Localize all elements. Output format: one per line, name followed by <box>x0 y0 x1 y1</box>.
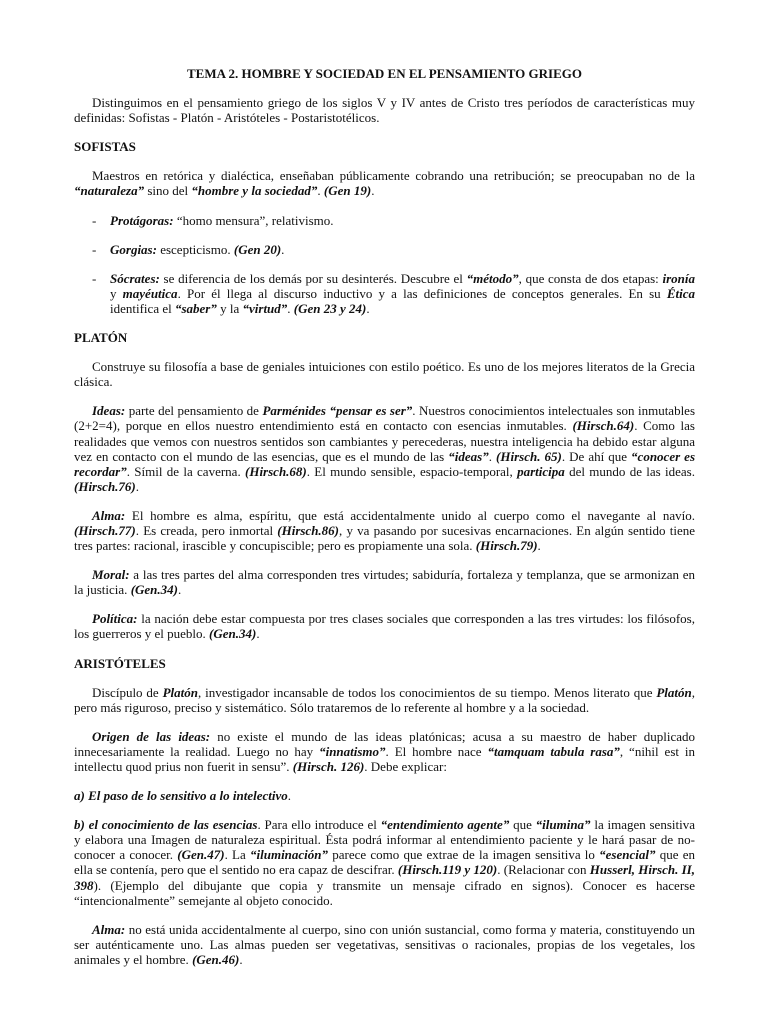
list-item-socrates: - Sócrates: se diferencia de los demás por su desinterés. Descubre el “método”, que consta de dos etapas: ironía y mayéutica. Por él llega al discurso inductivo y a las definiciones de conceptos generales. En su Ética identifica el “saber” y la “virtud”. (Gen 23 y 24). <box>74 271 695 316</box>
list-item-protagoras: - Protágoras: “homo mensura”, relativismo. <box>74 213 695 228</box>
platon-alma-paragraph: Alma: El hombre es alma, espíritu, que está accidentalmente unido al cuerpo como el navegante al navío. (Hirsch.77). Es creada, pero inmortal (Hirsch.86), y va pasando por sucesivas encarnaciones. En algún sentido tiene tres partes: racional, irascible y concupiscible; pero es propiamente una sola. (Hirsch.79). <box>74 507 695 554</box>
platon-ideas-paragraph: Ideas: parte del pensamiento de Parménides “pensar es ser”. Nuestros conocimientos intelectuales son inmutables (2+2=4), porque en ellos nuestro entendimiento está en contacto con esencias inmutables. (Hirsch.64). Como las realidades que vemos con nuestros sentidos son cambiantes y perecederas, nuestra inteligencia ha debido estar alguna vez en contacto con el mundo de las esencias, que es el mundo de las “ideas”. (Hirsch. 65). De ahí que “conocer es recordar”. Símil de la caverna. (Hirsch.68). El mundo sensible, espacio-temporal, participa del mundo de las ideas. (Hirsch.76). <box>74 403 696 494</box>
sofistas-paragraph: Maestros en retórica y dialéctica, enseñaban públicamente cobrando una retribución; se preocupaban no de la “naturaleza” sino del “hombre y la sociedad”. (Gen 19). <box>74 168 695 199</box>
aristoteles-origen-paragraph: Origen de las ideas: no existe el mundo de las ideas platónicas; acusa a su maestro de haber duplicado innecesariamente la realidad. Luego no hay “innatismo”. El hombre nace “tamquam tabula rasa”, “nihil est in intellectu quod prius non fuerit in sensu”. (Hirsch. 126). Debe explicar: <box>74 728 696 774</box>
page-title: TEMA 2. HOMBRE Y SOCIEDAD EN EL PENSAMIENTO GRIEGO <box>187 66 582 81</box>
aristoteles-item-b: b) el conocimiento de las esencias. Para ello introduce el “entendimiento agente” que “ilumina” la imagen sensitiva y elabora una Imagen de naturaleza espiritual. Ésta podrá informar al entendimiento paciente y le hará pasar de no-conocer a conocer. (Gen.47). La “iluminación” parece como que extrae de la imagen sensitiva lo “esencial” que en ella se contenía, pero que el sentido no era capaz de descifrar. (Hirsch.119 y 120). (Relacionar con Husserl, Hirsch. II, 398). (Ejemplo del dibujante que copia y transmite un mensaje cifrado en signos). Conocer es hacerse “intencionalmente” semejante al objeto conocido. <box>74 817 695 908</box>
aristoteles-alma-paragraph: Alma: no está unida accidentalmente al cuerpo, sino con unión sustancial, como forma y materia, constituyendo un ser auténticamente uno. Las almas pueden ser vegetativas, sensitivas o racionales, propias de los vegetales, los animales y el hombre. (Gen.46). <box>74 921 695 967</box>
list-item-gorgias: - Gorgias: escepticismo. (Gen 20). <box>74 242 695 257</box>
bullet-dash: - <box>92 270 97 286</box>
platon-intro-paragraph: Construye su filosofía a base de geniales intuiciones con estilo poético. Es uno de los mejores literatos de la Grecia clásica. <box>74 359 695 390</box>
aristoteles-intro-paragraph: Discípulo de Platón, investigador incansable de todos los conocimientos de su tiempo. Menos literato que Platón, pero más riguroso, preciso y sistemático. Sólo trataremos de lo referente al hombre y a la sociedad. <box>74 684 695 715</box>
aristoteles-item-a: a) El paso de lo sensitivo a lo intelectivo. <box>74 788 292 804</box>
platon-moral-paragraph: Moral: a las tres partes del alma corresponden tres virtudes; sabiduría, fortaleza y templanza, que se armonizan en la justicia. (Gen.34). <box>74 567 695 598</box>
bullet-dash: - <box>92 241 97 257</box>
platon-politica-paragraph: Política: la nación debe estar compuesta por tres clases sociales que corresponden a las tres virtudes: los filósofos, los guerreros y el pueblo. (Gen.34). <box>74 611 695 642</box>
section-heading-aristoteles: ARISTÓTELES <box>74 655 166 671</box>
section-heading-platon: PLATÓN <box>74 330 128 346</box>
section-heading-sofistas: SOFISTAS <box>74 139 136 155</box>
bullet-dash: - <box>92 212 97 228</box>
intro-paragraph: Distinguimos en el pensamiento griego de los siglos V y IV antes de Cristo tres períodos de características muy definidas: Sofistas - Platón - Aristóteles - Postaristotélicos. <box>74 95 695 126</box>
